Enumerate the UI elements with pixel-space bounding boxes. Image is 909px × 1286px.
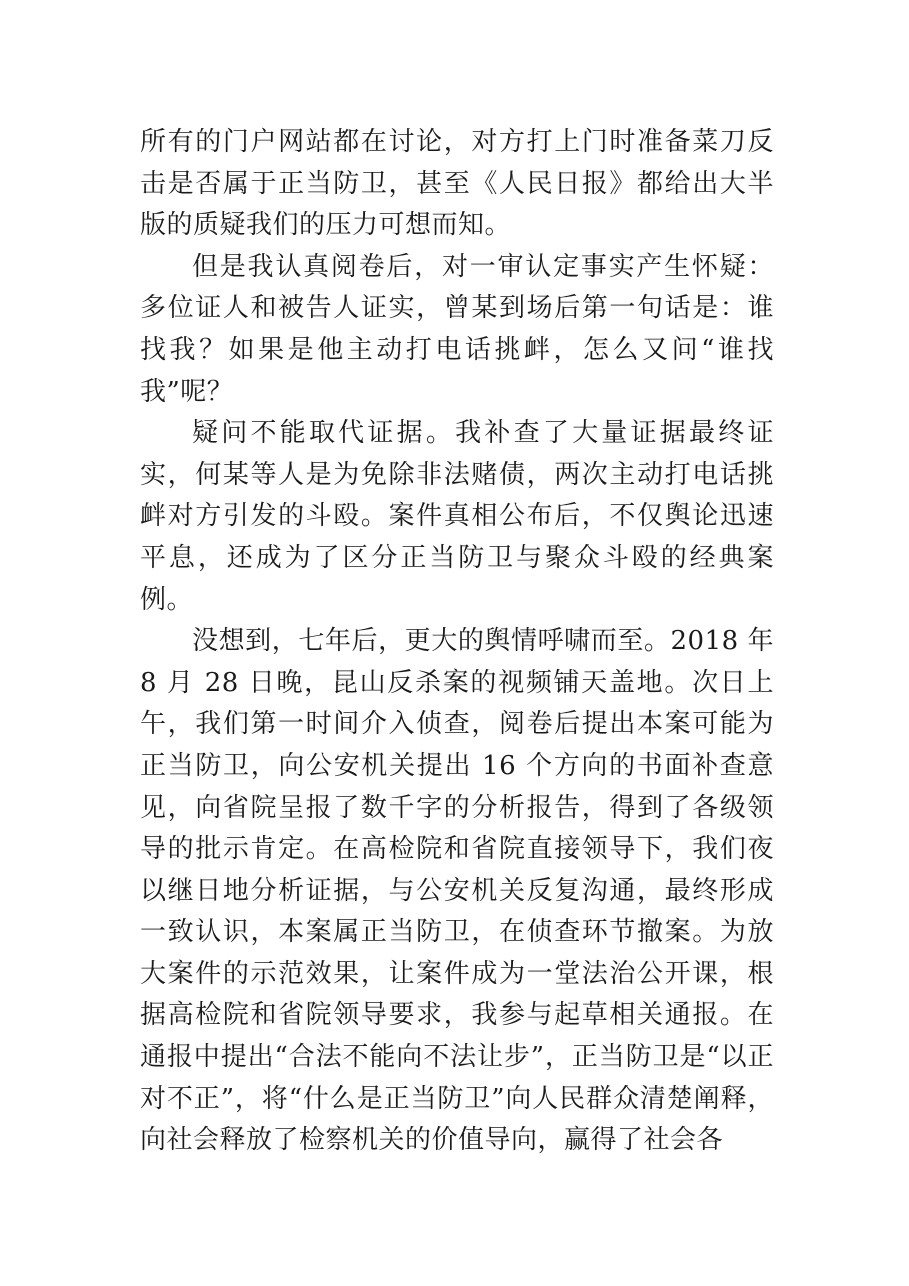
body-text	[140, 122, 774, 1162]
paragraph-3: 疑问不能取代证据。我补查了大量证据最终证实，何某等人是为免除非法赌债，两次主动打电话挑衅对方引发的斗殴。案件真相公布后，不仅舆论迅速平息，还成为了区分正当防卫与聚众斗殴的经典案例。	[140, 418, 774, 615]
paragraph-4: 没想到，七年后，更大的舆情呼啸而至。2018 年 8 月 28 日晚，昆山反杀案的视频铺天盖地。次日上午，我们第一时间介入侦查，阅卷后提出本案可能为正当防卫，向公安机关提出 16 个方向的书面补查意见，向省院呈报了数千字的分析报告，得到了各级领导的批示肯定。在高检院和省院直接领导下，我们夜以继日地分析证据，与公安机关反复沟通，最终形成一致认识，本案属正当防卫，在侦查环节撤案。为放大案件的示范效果，让案件成为一堂法治公开课，根据高检院和省院领导要求，我参与起草相关通报。在通报中提出“合法不能向不法让步”，正当防卫是“以正对不正”，将“什么是正当防卫”向人民群众清楚阐释，向社会释放了检察机关的价值导向，赢得了社会各	[140, 626, 774, 1156]
paragraph-2: 但是我认真阅卷后，对一审认定事实产生怀疑：多位证人和被告人证实，曾某到场后第一句话是：谁找我？如果是他主动打电话挑衅，怎么又问“谁找我”呢？	[140, 251, 774, 407]
paragraph-1: 所有的门户网站都在讨论，对方打上门时准备菜刀反击是否属于正当防卫，甚至《人民日报》都给出大半版的质疑我们的压力可想而知。	[140, 127, 774, 241]
